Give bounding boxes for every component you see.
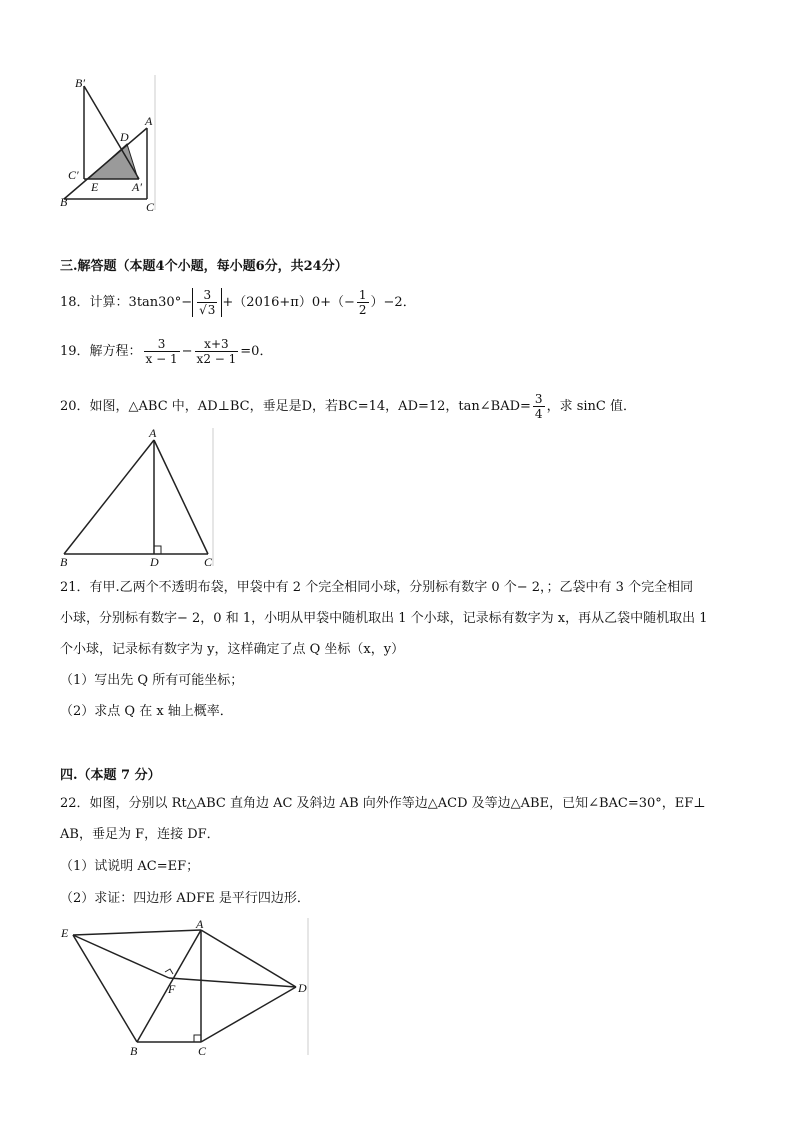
figure-20 [58,426,218,571]
q18-middle: +（2016+π）0+（− [222,295,355,310]
label-d: D [150,555,159,569]
question-18 [60,288,416,317]
label-a: A [196,917,204,931]
right-angle-mark [154,546,161,554]
q18-num: 3 [197,288,217,303]
q19-suffix: =0． [240,344,273,359]
question-21-line-2: 小球，分别标有数字− 2，0 和 1，小明从甲袋中随机取出 1 个小球，记录标有数字为 x，再从乙袋中随机取出 1 [60,611,708,626]
label-cprime: C′ [68,168,79,182]
label-d: D [120,130,129,144]
label-c: C [146,200,155,214]
side-ab [64,440,154,554]
q19-frac2 [195,337,239,366]
label-bprime: B′ [75,76,85,90]
label-f: F [168,982,176,996]
label-d: D [298,981,307,995]
q19-f1-num: 3 [144,337,180,352]
question-19 [60,337,272,366]
q18-half [357,288,369,317]
label-aprime: A′ [132,180,142,194]
q20-num: 3 [534,392,543,406]
q18-den-radicand: 3 [207,303,216,317]
side-ac [154,440,208,554]
q19-minus: − [181,344,193,359]
q18-suffix: ）−2． [370,295,416,310]
segment-e-f [73,935,169,978]
q19-f1-den: x − 1 [145,352,178,366]
q19-prefix: 19．解方程： [60,344,142,359]
question-22-part-1: （1）试说明 AC=EF； [60,859,200,874]
q18-abs [192,288,222,317]
figure-17 [55,75,165,215]
label-a: A [149,426,157,440]
q20-fraction [533,392,545,421]
q18-den: √3 [199,303,216,317]
segment-e-b [73,935,137,1042]
question-21-line-1: 21．有甲.乙两个不透明布袋，甲袋中有 2 个完全相同小球，分别标有数字 0 个− 2，；乙袋中有 3 个完全相同 [60,580,694,595]
label-c: C [204,555,213,569]
segment-c-d [201,987,296,1042]
q18-prefix: 18．计算：3tan30°− [60,295,193,310]
label-e: E [61,926,69,940]
question-20 [60,392,636,421]
question-21-part-1: （1）写出先 Q 所有可能坐标； [60,673,244,688]
segment-e-a [73,930,201,935]
label-b: B [130,1044,138,1058]
q19-frac1 [144,337,180,366]
right-angle-mark-c [194,1035,201,1042]
q20-den: 4 [534,407,543,421]
question-22-line-2: AB，垂足为 F，连接 DF． [60,827,220,842]
shaded-triangle [88,144,138,179]
q20-text-after: ，求 sinC 值． [546,399,636,414]
section-3-title: 三.解答题（本题4个小题，每小题6分，共24分） [60,259,348,274]
question-22-line-1: 22．如图，分别以 Rt△ABC 直角边 AC 及斜边 AB 向外作等边△ACD 及等边△ABE，已知∠BAC=30°，EF⊥ [60,796,706,811]
question-22-part-2: （2）求证：四边形 ADFE 是平行四边形． [60,891,310,906]
question-21-line-3: 个小球，记录标有数字为 y，这样确定了点 Q 坐标（x，y） [60,642,405,657]
segment-f-d [169,978,296,987]
right-angle-mark-f [165,969,173,974]
figure-22 [55,915,325,1060]
label-c: C [198,1044,207,1058]
q19-f2-den: x2 − 1 [196,352,237,366]
label-a: A [145,114,153,128]
label-b: B [60,195,68,209]
section-4-title: 四.（本题 7 分） [60,768,161,783]
question-21-part-2: （2）求点 Q 在 x 轴上概率． [60,704,233,719]
q20-text-before: 20．如图，△ABC 中，AD⊥BC，垂足是D，若BC=14，AD=12，tan∠BAD= [60,399,531,414]
label-e: E [91,180,99,194]
q19-f2-num: x+3 [195,337,239,352]
q18-half-den: 2 [358,303,367,317]
q18-fraction [197,288,217,317]
q18-half-num: 1 [358,288,367,302]
label-b: B [60,555,68,569]
segment-a-d [201,930,296,987]
